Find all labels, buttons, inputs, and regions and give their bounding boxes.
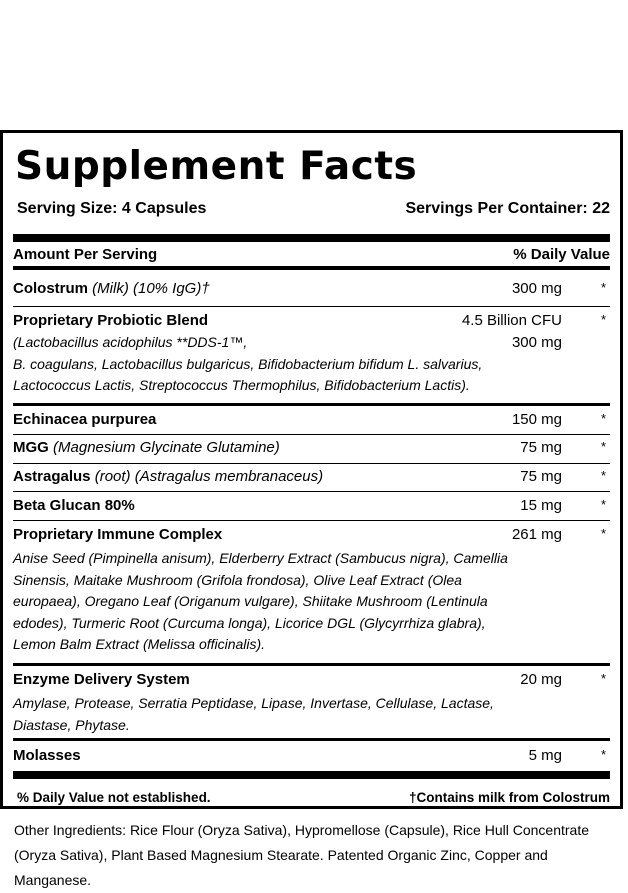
dv-asterisk: * — [600, 497, 606, 512]
ingredient-amount-secondary: 300 mg — [511, 334, 562, 351]
ingredient-name: Echinacea purpurea — [13, 411, 157, 428]
ingredient-qualifier: (Milk) (10% IgG)† — [92, 280, 210, 297]
ingredient-amount: 261 mg — [511, 526, 562, 543]
dv-asterisk: * — [600, 411, 606, 426]
ingredient-amount: 5 mg — [528, 747, 562, 764]
ingredient-amount: 75 mg — [520, 439, 562, 456]
other-ingredients: Other Ingredients: Rice Flour (Oryza Sativa), Hypromellose (Capsule), Rice Hull Concentrate (Oryza Sativa), Plant Based Magnesium Stearate. Patented Organic Zinc, Copper and Manganese. — [14, 822, 589, 888]
servings-per-container: Servings Per Container: 22 — [405, 200, 610, 217]
ingredient-name: Proprietary Immune Complex — [13, 526, 223, 543]
ingredient-detail: Amylase, Protease, Serratia Peptidase, Lipase, Invertase, Cellulase, Lactase, Diastase, Phytase. — [13, 695, 494, 733]
ingredient-name: Molasses — [13, 747, 81, 764]
dv-asterisk: * — [600, 468, 606, 483]
row-divider — [13, 306, 610, 307]
row-divider — [13, 463, 610, 464]
supplement-facts-panel — [0, 130, 623, 809]
daily-value-label: % Daily Value — [513, 246, 610, 263]
ingredient-name: Astragalus — [13, 468, 91, 485]
ingredient-amount: 4.5 Billion CFU — [461, 312, 562, 329]
ingredient-qualifier: (Magnesium Glycinate Glutamine) — [53, 439, 280, 456]
amount-per-serving-label: Amount Per Serving — [13, 246, 158, 263]
row-divider — [13, 520, 610, 521]
dv-asterisk: * — [600, 747, 606, 762]
ingredient-amount: 15 mg — [520, 497, 562, 514]
ingredient-name: Beta Glucan 80% — [13, 497, 135, 514]
milk-footnote: †Contains milk from Colostrum — [408, 790, 610, 805]
ingredient-amount: 150 mg — [511, 411, 562, 428]
thick-divider — [13, 771, 610, 779]
row-divider — [13, 434, 610, 435]
dv-asterisk: * — [600, 526, 606, 541]
ingredient-name: Enzyme Delivery System — [13, 671, 190, 688]
medium-divider — [13, 266, 610, 270]
ingredient-amount: 300 mg — [511, 280, 562, 297]
ingredient-amount: 75 mg — [520, 468, 562, 485]
dv-footnote: % Daily Value not established. — [17, 790, 211, 805]
dv-asterisk: * — [600, 280, 606, 295]
ingredient-qualifier: (root) (Astragalus membranaceus) — [94, 468, 324, 485]
row-divider — [13, 403, 610, 406]
serving-size: Serving Size: 4 Capsules — [17, 200, 207, 217]
ingredient-name: Proprietary Probiotic Blend — [13, 312, 209, 329]
dv-asterisk: * — [600, 439, 606, 454]
ingredient-name: MGG — [13, 439, 49, 456]
dv-asterisk: * — [600, 312, 606, 327]
dv-asterisk: * — [600, 671, 606, 686]
thick-divider — [13, 234, 610, 242]
ingredient-detail: Anise Seed (Pimpinella anisum), Elderberry Extract (Sambucus nigra), Camellia Sinensis, Maitake Mushroom (Grifola frondosa), Olive Leaf Extract (Olea europaea), Oregano Leaf (Origanum vulgare), Shiitake Mushroom (Lentinula edodes), Turmeric Root (Curcuma longa), Licorice DGL (Glycyrrhiza glabra), Lemon Balm Extract (Melissa officinalis). — [13, 550, 508, 652]
row-divider — [13, 663, 610, 666]
ingredient-detail: (Lactobacillus acidophilus **DDS-1™, B. coagulans, Lactobacillus bulgaricus, Bifidobacterium bifidum L. salvarius, Lactococcus Lactis, Streptococcus Thermophilus, Bifidobacterium Lactis). — [13, 334, 483, 393]
panel-title: Supplement Facts — [15, 144, 418, 189]
row-divider — [13, 738, 610, 741]
ingredient-amount: 20 mg — [520, 671, 562, 688]
row-divider — [13, 491, 610, 492]
ingredient-name: Colostrum — [13, 280, 88, 297]
